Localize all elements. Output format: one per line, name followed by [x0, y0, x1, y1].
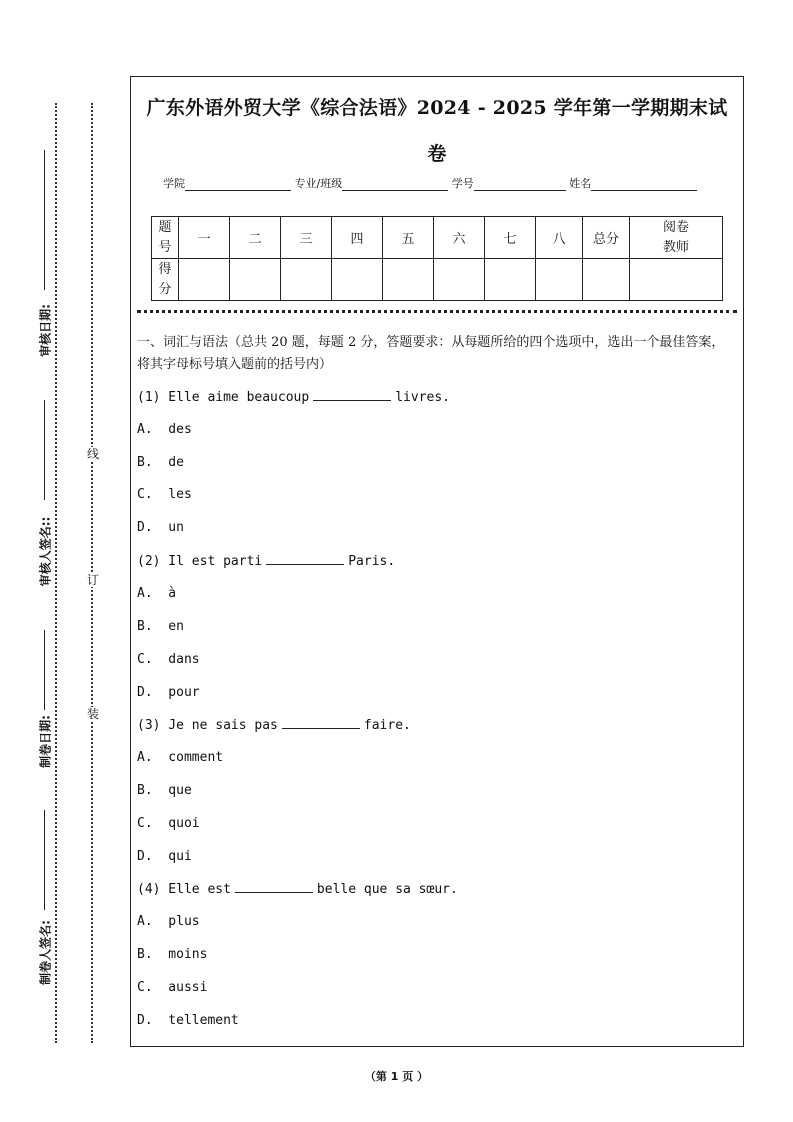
col-2: 二: [230, 217, 281, 259]
page-number: （第 1 页 ）: [364, 1070, 429, 1083]
grader-header: 阅卷 教师: [630, 217, 723, 259]
option-4b: B. moins: [137, 947, 208, 962]
reviewer-date-label: 审核日期:: [38, 304, 53, 357]
section-divider: [137, 310, 737, 313]
col-5: 五: [383, 217, 434, 259]
option-3b: B. que: [137, 783, 192, 798]
col-1: 一: [179, 217, 230, 259]
score-cell[interactable]: [485, 259, 536, 301]
exam-title-line2: 卷: [427, 143, 447, 165]
score-cell[interactable]: [230, 259, 281, 301]
college-field[interactable]: [185, 178, 291, 191]
maker-date-label: 制卷日期:: [38, 715, 53, 768]
score-table-score-row: [152, 259, 723, 301]
option-2d: D. pour: [137, 685, 200, 700]
score-cell[interactable]: [332, 259, 383, 301]
question-1: (1) Elle aime beaucoup livres.: [137, 390, 450, 405]
binding-mark-ding: 订: [86, 573, 99, 587]
exam-frame: [130, 76, 744, 1047]
option-4a: A. plus: [137, 914, 200, 929]
option-1c: C. les: [137, 487, 192, 502]
reviewer-date-line: [44, 150, 45, 290]
maker-date-line: [44, 630, 45, 710]
exam-title-line1: 广东外语外贸大学《综合法语》2024 - 2025 学年第一学期期末试: [146, 97, 728, 119]
col-total: 总分: [583, 217, 630, 259]
score-cell[interactable]: [434, 259, 485, 301]
option-1b: B. de: [137, 455, 184, 470]
question-2: (2) Il est parti Paris.: [137, 554, 396, 569]
section1-heading: 一、词汇与语法（总共 20 题，每题 2 分，答题要求：从每题所给的四个选项中，选出一个最佳答案，将其字母标号填入题前的括号内）: [137, 335, 725, 372]
col-6: 六: [434, 217, 485, 259]
score-cell[interactable]: [281, 259, 332, 301]
name-field[interactable]: [591, 178, 697, 191]
student-no-label: 学号: [451, 177, 474, 190]
student-info-row: [163, 175, 697, 191]
answer-blank[interactable]: [282, 717, 360, 729]
option-4d: D. tellement: [137, 1013, 239, 1028]
grader-cell[interactable]: [630, 259, 723, 301]
reviewer-sign-line: [44, 400, 45, 500]
binding-mark-zhuang: 装: [86, 707, 99, 721]
col-8: 八: [536, 217, 583, 259]
option-1d: D. un: [137, 520, 184, 535]
score-cell[interactable]: [383, 259, 434, 301]
maker-sign-label: 制卷人签名:: [38, 920, 53, 985]
option-3c: C. quoi: [137, 816, 200, 831]
reviewer-sign-label: 审核人签名::: [38, 516, 53, 587]
answer-blank[interactable]: [313, 389, 391, 401]
major-label: 专业/班级: [294, 177, 343, 190]
score-table: [151, 216, 723, 301]
score-cell[interactable]: [536, 259, 583, 301]
major-field[interactable]: [342, 178, 448, 191]
option-1a: A. des: [137, 422, 192, 437]
score-cell-total[interactable]: [583, 259, 630, 301]
question-4: (4) Elle est belle que sa sœur.: [137, 882, 458, 897]
question-3: (3) Je ne sais pas faire.: [137, 718, 411, 733]
student-no-field[interactable]: [474, 178, 566, 191]
col-7: 七: [485, 217, 536, 259]
option-4c: C. aussi: [137, 980, 208, 995]
name-label: 姓名: [569, 177, 592, 190]
binding-mark-line: 线: [86, 447, 99, 461]
option-2b: B. en: [137, 619, 184, 634]
answer-blank[interactable]: [235, 881, 313, 893]
option-2c: C. dans: [137, 652, 200, 667]
option-3d: D. qui: [137, 849, 192, 864]
col-3: 三: [281, 217, 332, 259]
col-4: 四: [332, 217, 383, 259]
exam-title: [131, 85, 743, 177]
dotted-line-outer: [55, 103, 57, 1043]
answer-blank[interactable]: [266, 553, 344, 565]
binding-strip: [0, 0, 128, 1122]
college-label: 学院: [163, 177, 185, 190]
score-header: 得 分: [152, 259, 179, 301]
option-3a: A. comment: [137, 750, 224, 765]
maker-sign-line: [44, 810, 45, 910]
score-cell[interactable]: [179, 259, 230, 301]
score-table-header-row: [152, 217, 723, 259]
option-2a: A. à: [137, 586, 177, 601]
question-no-header: 题 号: [152, 217, 179, 259]
